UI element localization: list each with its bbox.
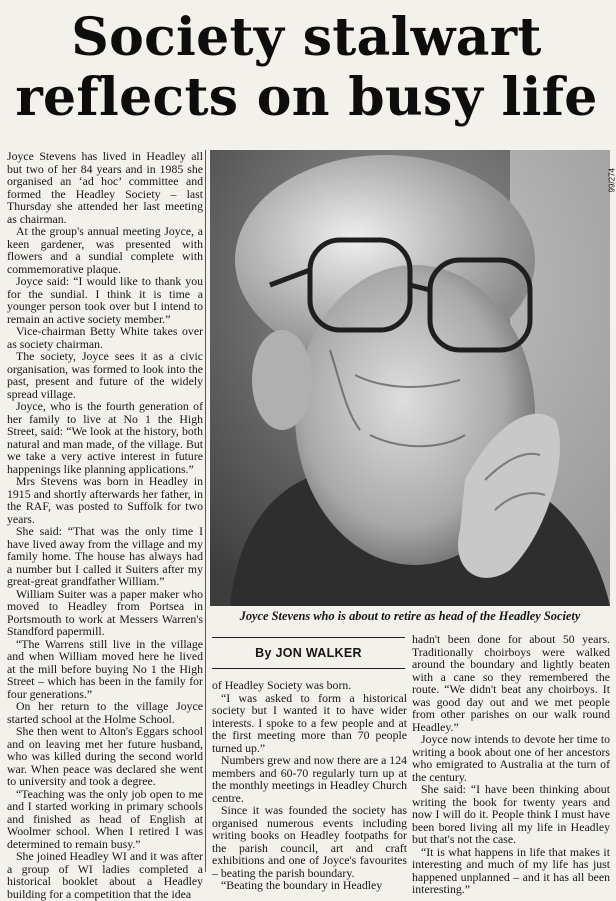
headline: [6, 8, 607, 128]
photo-caption: Joyce Stevens who is about to retire as head of the Headley Society: [239, 609, 581, 623]
photo-reference-number: 99/274: [607, 168, 616, 193]
article-column-middle: [212, 678, 407, 892]
paragraph: Mrs Stevens was born in Headley in 1915 and shortly afterwards her father, in the RAF, was posted to Suffolk for two years.: [7, 474, 203, 526]
paragraph: “Beating the boundary in Headley: [221, 878, 383, 892]
paragraph: Numbers grew and now there are a 124 members and 60-70 regularly turn up at the monthly meetings in Headley Church centre.: [212, 753, 407, 805]
paragraph: The society, Joyce sees it as a civic organisation, was formed to look into the past, present and future of the widely spread village.: [7, 349, 203, 401]
headline-line-1: Society stalwart: [71, 7, 542, 68]
paragraph: hadn't been done for about 50 years. Traditionally choirboys were walked around the boundary and lightly beaten with a cane so they remembered the route. “We didn't beat any choirboys. It was good day out and we met people from other parishes on our walk round Headley.”: [412, 632, 610, 734]
paragraph: “I was asked to form a historical society but I wanted it to have wider interests. I spoke to a few people and at the first meeting more than 70 people turned up.”: [212, 690, 407, 755]
column-divider: [205, 150, 206, 872]
paragraph: She then went to Alton's Eggars school and on leaving met her future husband, who was killed during the second world war. When peace was declared she went to university and took a degree.: [7, 724, 203, 788]
paragraph: She joined Headley WI and it was after a group of WI ladies completed a historical booklet about a Headley building for a competition that the idea: [7, 849, 203, 901]
headline-line-2: reflects on busy life: [15, 67, 598, 128]
paragraph: She said: “That was the only time I have lived away from the village and my family home. The house has always had a number but I called it Suiters after my great-great grandfather William.”: [7, 524, 203, 588]
portrait-illustration: [210, 150, 610, 606]
paragraph: She said: “I have been thinking about writing the book for twenty years and now I will do it. People think I must have been bored living all my life in Headley but that's not the case.: [412, 782, 610, 846]
paragraph: William Suiter was a paper maker who moved to Headley from Portsea in Portsmouth to work at Messers Warren's Standford papermill.: [7, 586, 203, 638]
paragraph: Joyce now intends to devote her time to writing a book about one of her ancestors who emigrated to Australia at the turn of the century.: [412, 732, 610, 784]
paragraph: Since it was founded the society has organised numerous events including writing books on Headley footpaths for the parish council, art and craft exhibitions and one of Joyce's favourites – beating the parish boundary.: [212, 803, 407, 880]
paragraph: Joyce said: “I would like to thank you for the sundial. I think it is time a younger person took over but I intend to remain an active society member.”: [7, 274, 203, 326]
paragraph: Joyce, who is the fourth generation of her family to live at No 1 the High Street, said: “We look at the history, both natural and man made, of the village. But we take a very active interest in future happenings like planning applications.”: [7, 399, 203, 476]
paragraph: At the group's annual meeting Joyce, a keen gardener, was presented with flowers and a sundial complete with commemorative plaque.: [7, 224, 203, 276]
paragraph: Joyce Stevens has lived in Headley all but two of her 84 years and in 1985 she organised an ‘ad hoc’ committee and formed the Headley Society – last Thursday she attended her last meeting as chairman.: [7, 149, 203, 226]
paragraph: of Headley Society was born.: [212, 678, 352, 692]
article-column-left: [7, 149, 203, 901]
paragraph: Vice-chairman Betty White takes over as society chairman.: [7, 324, 203, 351]
article-column-right: [412, 632, 610, 896]
paragraph: “The Warrens still live in the village and when William moved here he lived at the mill before buying No 1 the High Street – which has been in the family for four generations.”: [7, 636, 203, 701]
paragraph: “It is what happens in life that makes it interesting and much of my life has just happened unplanned – and it has all been interesting.”: [412, 844, 610, 896]
byline: By JON WALKER: [212, 637, 405, 669]
paragraph: “Teaching was the only job open to me and I started working in primary schools and finished as head of English at Woolmer school. When I retired I was determined to remain busy.”: [7, 786, 203, 851]
portrait-photo: [210, 150, 616, 606]
paragraph: On her return to the village Joyce started school at the Holme School.: [7, 699, 203, 726]
